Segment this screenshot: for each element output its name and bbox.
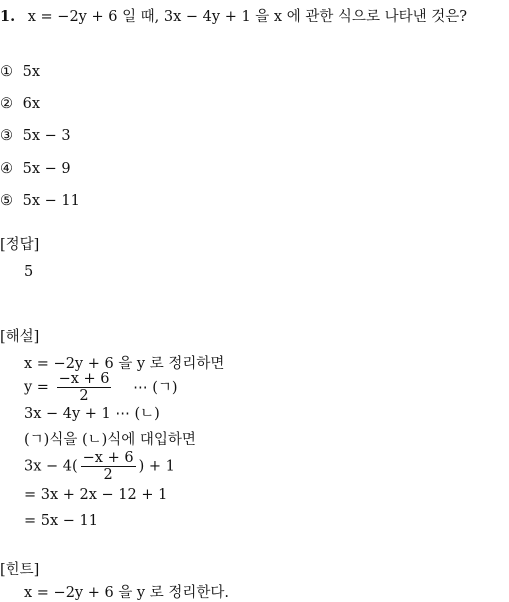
- question-line: [0, 8, 467, 26]
- explanation-line-2: [24, 371, 178, 404]
- option-text: 5x − 11: [22, 193, 80, 209]
- option-text: 6x: [22, 96, 41, 112]
- option-text: 5x − 9: [22, 161, 71, 177]
- option-4[interactable]: [0, 160, 71, 178]
- option-mark: ③: [0, 128, 13, 144]
- explanation-line-6: = 3x + 2x − 12 + 1: [24, 487, 168, 503]
- option-1[interactable]: [0, 63, 40, 81]
- answer-heading: [정답]: [0, 237, 40, 253]
- option-mark: ②: [0, 96, 13, 112]
- equation-tag: ⋯ (ㄱ): [133, 379, 178, 396]
- question-number: 1.: [0, 8, 16, 25]
- answer-value: 5: [24, 264, 34, 280]
- option-text: 5x − 3: [22, 128, 71, 144]
- option-2[interactable]: [0, 95, 40, 113]
- option-text: 5x: [22, 64, 41, 80]
- option-mark: ④: [0, 161, 13, 177]
- option-5[interactable]: [0, 192, 80, 210]
- explanation-heading: [해설]: [0, 329, 40, 345]
- hint-heading: [힌트]: [0, 562, 40, 578]
- explanation-line-4: (ㄱ)식을 (ㄴ)식에 대입하면: [24, 432, 196, 448]
- explanation-line-5: [24, 450, 175, 483]
- explanation-line-5-post: ) + 1: [138, 458, 175, 475]
- fraction: [57, 371, 112, 404]
- hint-text: x = −2y + 6 을 y 로 정리한다.: [24, 585, 229, 601]
- fraction-numerator: −x + 6: [82, 450, 134, 466]
- fraction-denominator: 2: [79, 388, 89, 404]
- option-mark: ⑤: [0, 193, 13, 209]
- option-mark: ①: [0, 64, 13, 80]
- explanation-line-5-pre: 3x − 4(: [24, 458, 78, 475]
- question-text: x = −2y + 6 일 때, 3x − 4y + 1 을 x 에 관한 식으로 나타낸 것은?: [27, 9, 467, 25]
- explanation-line-7: = 5x − 11: [24, 513, 98, 529]
- option-3[interactable]: [0, 127, 71, 145]
- explanation-line-2-lhs: y =: [24, 379, 49, 396]
- fraction-numerator: −x + 6: [58, 371, 110, 387]
- fraction-denominator: 2: [103, 467, 113, 483]
- fraction: [81, 450, 136, 483]
- explanation-line-3: 3x − 4y + 1 ⋯ (ㄴ): [24, 406, 160, 422]
- explanation-line-1: x = −2y + 6 을 y 로 정리하면: [24, 356, 225, 372]
